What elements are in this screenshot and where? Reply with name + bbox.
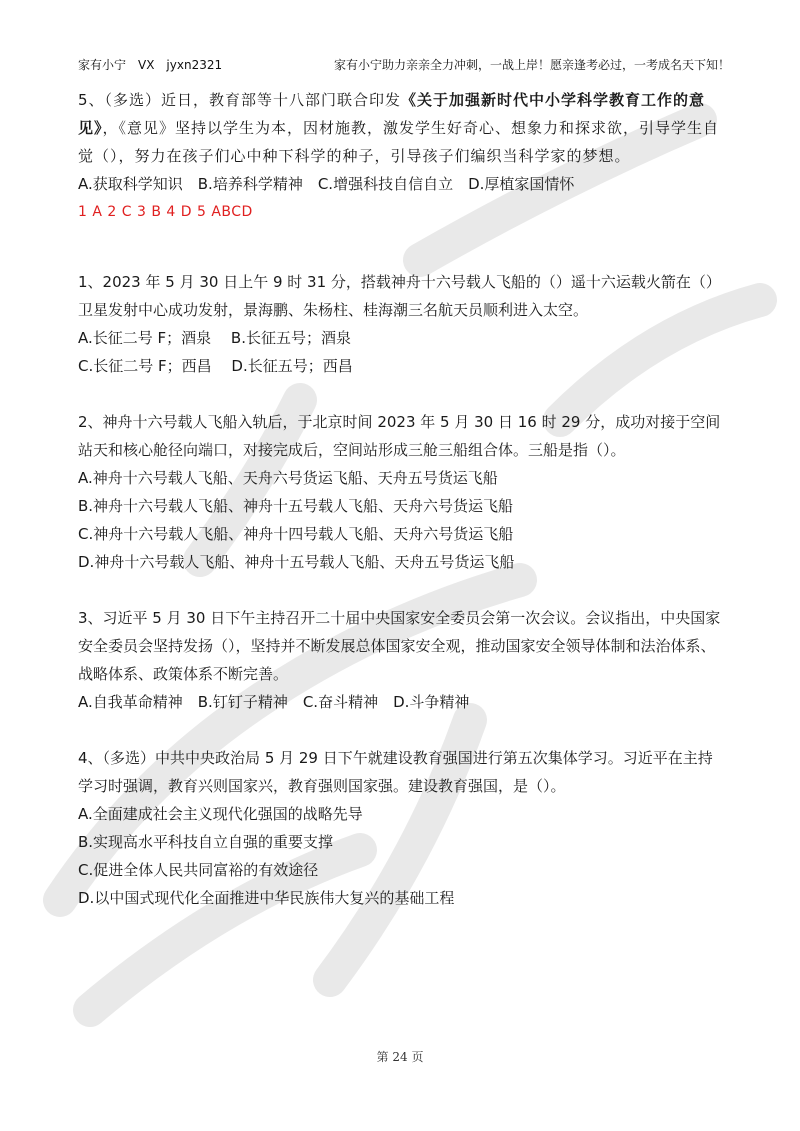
question-4-option-d: D.以中国式现代化全面推进中华民族伟大复兴的基础工程 [78, 889, 455, 907]
question-3 [78, 604, 726, 716]
document-body [78, 86, 726, 912]
page-header [78, 56, 730, 76]
question-2-option-c: C.神舟十六号载人飞船、神舟十四号载人飞船、天舟六号货运飞船 [78, 525, 514, 543]
question-1-options-cd: C.长征二号 F；西昌 D.长征五号；西昌 [78, 357, 353, 375]
question-3-stem: 3、习近平 5 月 30 日下午主持召开二十届中央国家安全委员会第一次会议。会议指出，中央国家安全委员会坚持发扬（），坚持并不断发展总体国家安全观，推动国家安全领导体制和法治体系、战略体系、政策体系不断完善。 [78, 609, 721, 683]
header-right-slogan: 家有小宁助力亲亲全力冲刺，一战上岸！愿亲逢考必过，一考成名天下知！ [333, 58, 730, 72]
question-1-stem: 1、2023 年 5 月 30 日上午 9 时 31 分，搭载神舟十六号载人飞船的（）遥十六运载火箭在（）卫星发射中心成功发射，景海鹏、朱杨柱、桂海潮三名航天员顺利进入太空。 [78, 273, 721, 319]
question-2-option-b: B.神舟十六号载人飞船、神舟十五号载人飞船、天舟六号货运飞船 [78, 497, 514, 515]
question-2-stem: 2、神舟十六号载人飞船入轨后，于北京时间 2023 年 5 月 30 日 16 时 29 分，成功对接于空间站天和核心舱径向端口，对接完成后，空间站形成三舱三船组合体。三船是指（）。 [78, 413, 721, 459]
question-4-option-b: B.实现高水平科技自立自强的重要支撑 [78, 833, 334, 851]
question-5-stem [78, 86, 726, 170]
question-5 [78, 86, 726, 198]
question-4-option-c: C.促进全体人民共同富裕的有效途径 [78, 861, 319, 879]
answer-key: 1 A 2 C 3 B 4 D 5 ABCD [78, 204, 253, 220]
question-5-prefix: 5、（多选）近日，教育部等十八部门联合印发 [78, 91, 402, 109]
question-4-option-a: A.全面建成社会主义现代化强国的战略先导 [78, 805, 363, 823]
header-left-text: 家有小宁 VX jyxn2321 [78, 58, 223, 72]
question-2 [78, 408, 726, 576]
question-2-option-a: A.神舟十六号载人飞船、天舟六号货运飞船、天舟五号货运飞船 [78, 469, 498, 487]
question-2-option-d: D.神舟十六号载人飞船、神舟十五号载人飞船、天舟五号货运飞船 [78, 553, 515, 571]
question-1 [78, 268, 726, 380]
question-5-options: A.获取科学知识 B.培养科学精神 C.增强科技自信自立 D.厚植家国情怀 [78, 175, 575, 193]
question-4 [78, 744, 726, 912]
page-number: 第 24 页 [376, 1050, 424, 1064]
question-5-rest: ，《意见》坚持以学生为本，因材施教，激发学生好奇心、想象力和探求欲，引导学生自觉（），努力在孩子们心中种下科学的种子，引导孩子们编织当科学家的梦想。 [78, 119, 720, 165]
question-1-options-ab: A.长征二号 F；酒泉 B.长征五号；酒泉 [78, 329, 351, 347]
question-3-options: A.自我革命精神 B.钉钉子精神 C.奋斗精神 D.斗争精神 [78, 693, 470, 711]
question-5-document-title: 《关于加强新时代中小学科学教育工作的意见》 [78, 91, 706, 137]
question-4-stem: 4、（多选）中共中央政治局 5 月 29 日下午就建设教育强国进行第五次集体学习。习近平在主持学习时强调，教育兴则国家兴，教育强则国家强。建设教育强国，是（）。 [78, 749, 713, 795]
